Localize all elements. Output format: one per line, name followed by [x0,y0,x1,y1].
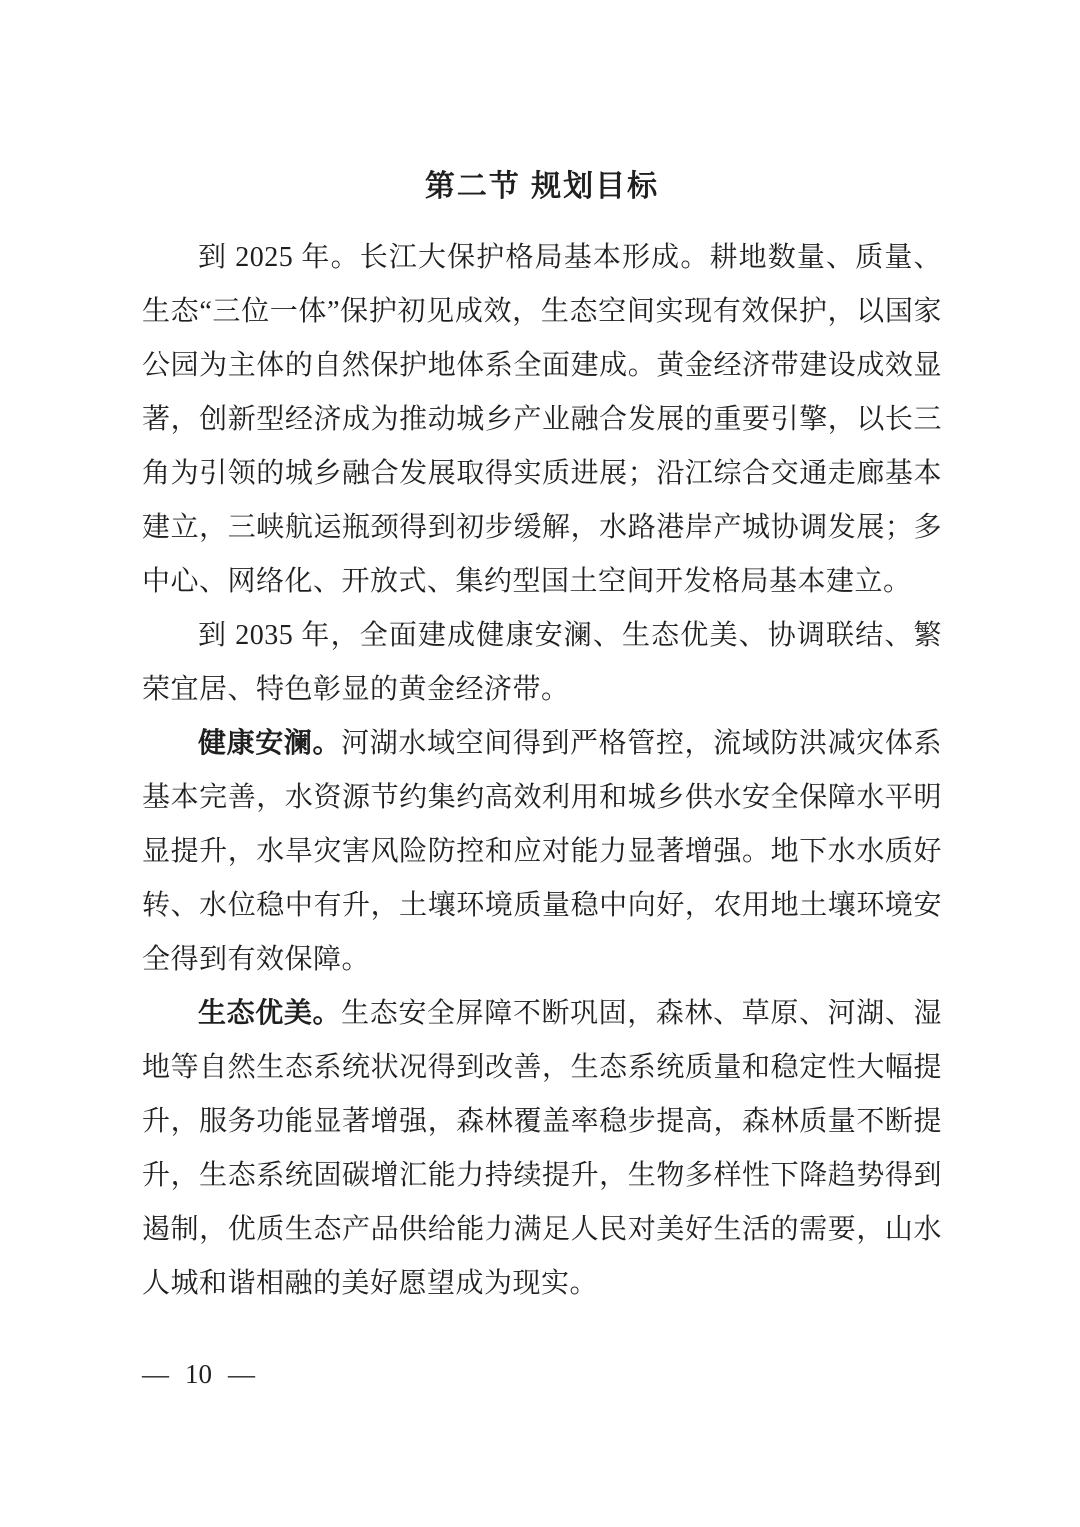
paragraph-text: 到 2025 年。长江大保护格局基本形成。耕地数量、质量、生态“三位一体”保护初见成效，生态空间实现有效保护，以国家公园为主体的自然保护地体系全面建成。黄金经济带建设成效显著，创新型经济成为推动城乡产业融合发展的重要引擎，以长三角为引领的城乡融合发展取得实质进展；沿江综合交通走廊基本建立，三峡航运瓶颈得到初步缓解，水路港岸产城协调发展；多中心、网络化、开放式、集约型国土空间开发格局基本建立。 [142,242,942,597]
paragraph-healthy-rivers [142,717,942,987]
paragraph-lead: 生态优美。 [198,998,342,1029]
footer-dash-right: — [228,1359,255,1389]
paragraph-text: 生态安全屏障不断巩固，森林、草原、河湖、湿地等自然生态系统状况得到改善，生态系统质量和稳定性大幅提升，服务功能显著增强，森林覆盖率稳步提高，森林质量不断提升，生态系统固碳增汇能力持续提升，生物多样性下降趋势得到遏制，优质生态产品供给能力满足人民对美好生活的需要，山水人城和谐相融的美好愿望成为现实。 [142,998,942,1299]
footer-dash-left: — [142,1359,169,1389]
paragraph-beautiful-ecology [142,987,942,1311]
page-footer [142,1356,255,1392]
paragraph-lead: 健康安澜。 [198,728,342,759]
paragraph-text: 河湖水域空间得到严格管控，流域防洪减灾体系基本完善，水资源节约集约高效利用和城乡供水安全保障水平明显提升，水旱灾害风险防控和应对能力显著增强。地下水水质好转、水位稳中有升，土壤环境质量稳中向好，农用地土壤环境安全得到有效保障。 [142,728,942,975]
section-title: 第二节 规划目标 [424,170,660,203]
paragraph-2025-goals [142,231,942,609]
page-number: 10 [185,1359,212,1389]
paragraph-2035-goals [142,609,942,717]
paragraph-text: 到 2035 年，全面建成健康安澜、生态优美、协调联结、繁荣宜居、特色彰显的黄金经济带。 [142,620,942,705]
